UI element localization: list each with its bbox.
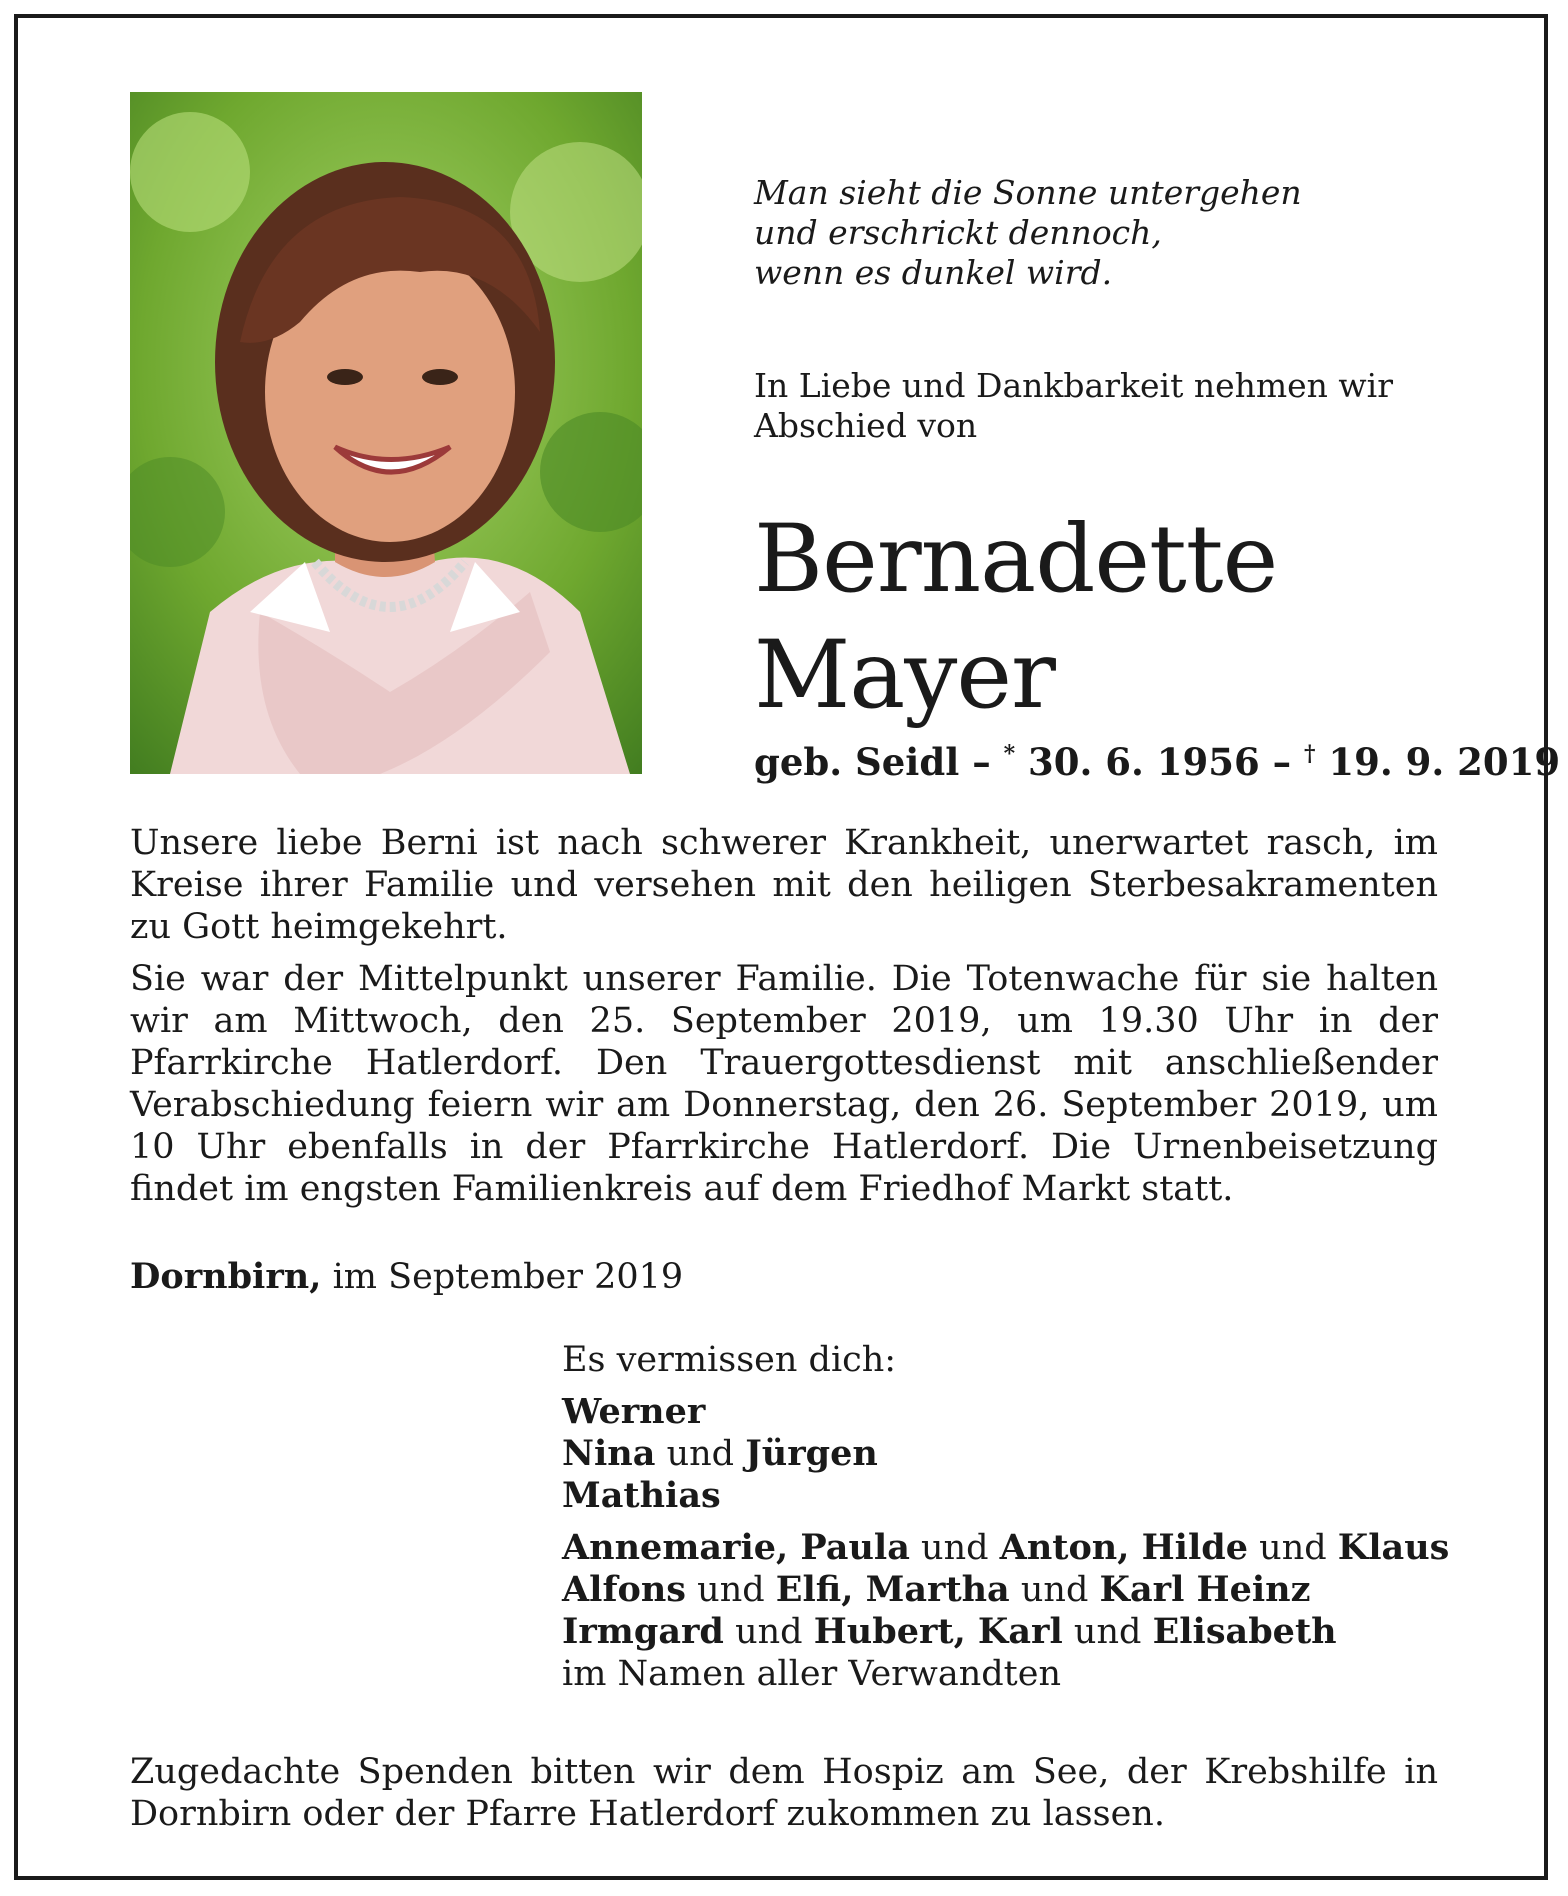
place-city: Dornbirn,	[130, 1256, 322, 1297]
life-dates	[754, 739, 1560, 785]
portrait-illustration	[130, 92, 642, 774]
birth-symbol: *	[1003, 741, 1016, 767]
mourner-name: Mathias	[562, 1475, 721, 1516]
mourner-name: Werner	[562, 1391, 706, 1432]
quote-line: und erschrickt dennoch,	[754, 213, 1162, 252]
mourner-name: Irmgard	[562, 1611, 724, 1652]
quote-line: wenn es dunkel wird.	[754, 253, 1113, 292]
conjunction: und	[666, 1434, 735, 1474]
mourner-line	[562, 1527, 1449, 1569]
deceased-name	[754, 502, 1277, 734]
separator: –	[972, 740, 991, 784]
mourner-line	[562, 1475, 1449, 1517]
conjunction: und	[735, 1612, 803, 1652]
mourners-heading: Es vermissen dich:	[562, 1340, 897, 1380]
separator: –	[1272, 740, 1292, 784]
mourner-line	[562, 1611, 1449, 1653]
mourner-name: Karl Heinz	[1099, 1569, 1311, 1610]
paragraph-donations: Zugedachte Spenden bitten wir dem Hospiz am See, der Krebshilfe in Dornbirn oder der Pfarre Hatlerdorf zukommen zu lassen.	[130, 1752, 1438, 1834]
intro-line: In Liebe und Dankbarkeit nehmen wir	[754, 366, 1394, 405]
conjunction: und	[1020, 1570, 1089, 1610]
death-symbol: †	[1304, 741, 1316, 767]
conjunction: und	[1259, 1528, 1327, 1568]
mourner-name: Elfi, Martha	[775, 1569, 1010, 1610]
first-name: Bernadette	[754, 505, 1278, 614]
conjunction: und	[921, 1528, 989, 1568]
birth-date: 30. 6. 1956	[1027, 740, 1260, 784]
mourner-line	[562, 1569, 1449, 1611]
farewell-intro	[754, 366, 1393, 446]
place-and-date	[130, 1256, 683, 1298]
paragraph-passing: Unsere liebe Berni ist nach schwerer Krankheit, unerwartet rasch, im Kreise ihrer Familie und versehen mit den heiligen Sterbesakramenten zu Gott heimgekehrt.	[130, 823, 1438, 947]
mourner-line	[562, 1433, 1449, 1475]
mourner-name: Elisabeth	[1152, 1611, 1337, 1652]
intro-line: Abschied von	[754, 406, 978, 445]
mourner-name: Annemarie, Paula	[562, 1527, 910, 1568]
mourner-line	[562, 1391, 1449, 1433]
mourner-name: Jürgen	[745, 1433, 878, 1474]
death-date: 19. 9. 2019	[1328, 740, 1561, 784]
mourners-list	[562, 1339, 1449, 1695]
portrait-photo	[130, 92, 642, 774]
place-date: im September 2019	[332, 1257, 684, 1297]
quote-line: Man sieht die Sonne untergehen	[754, 173, 1302, 212]
memorial-quote	[754, 173, 1302, 293]
mourners-closing: im Namen aller Verwandten	[562, 1654, 1061, 1694]
mourner-name: Nina	[562, 1433, 656, 1474]
mourner-name: Hubert, Karl	[813, 1611, 1063, 1652]
mourner-name: Klaus	[1337, 1527, 1450, 1568]
mourner-name: Anton, Hilde	[999, 1527, 1249, 1568]
conjunction: und	[1073, 1612, 1142, 1652]
mourner-name: Alfons	[562, 1569, 687, 1610]
birth-name: geb. Seidl	[754, 740, 960, 784]
conjunction: und	[697, 1570, 765, 1610]
last-name: Mayer	[754, 621, 1055, 730]
paragraph-services: Sie war der Mittelpunkt unserer Familie. Die Totenwache für sie halten wir am Mittwoch, den 25. September 2019, um 19.30 Uhr in der Pfarrkirche Hatlerdorf. Den Trauergottesdienst mit anschließender Verabschiedung feiern wir am Donnerstag, den 26. September 2019, um 10 Uhr ebenfalls in der Pfarrkirche Hatlerdorf. Die Urnenbeisetzung findet im engsten Familienkreis auf dem Friedhof Markt statt.	[130, 959, 1438, 1209]
